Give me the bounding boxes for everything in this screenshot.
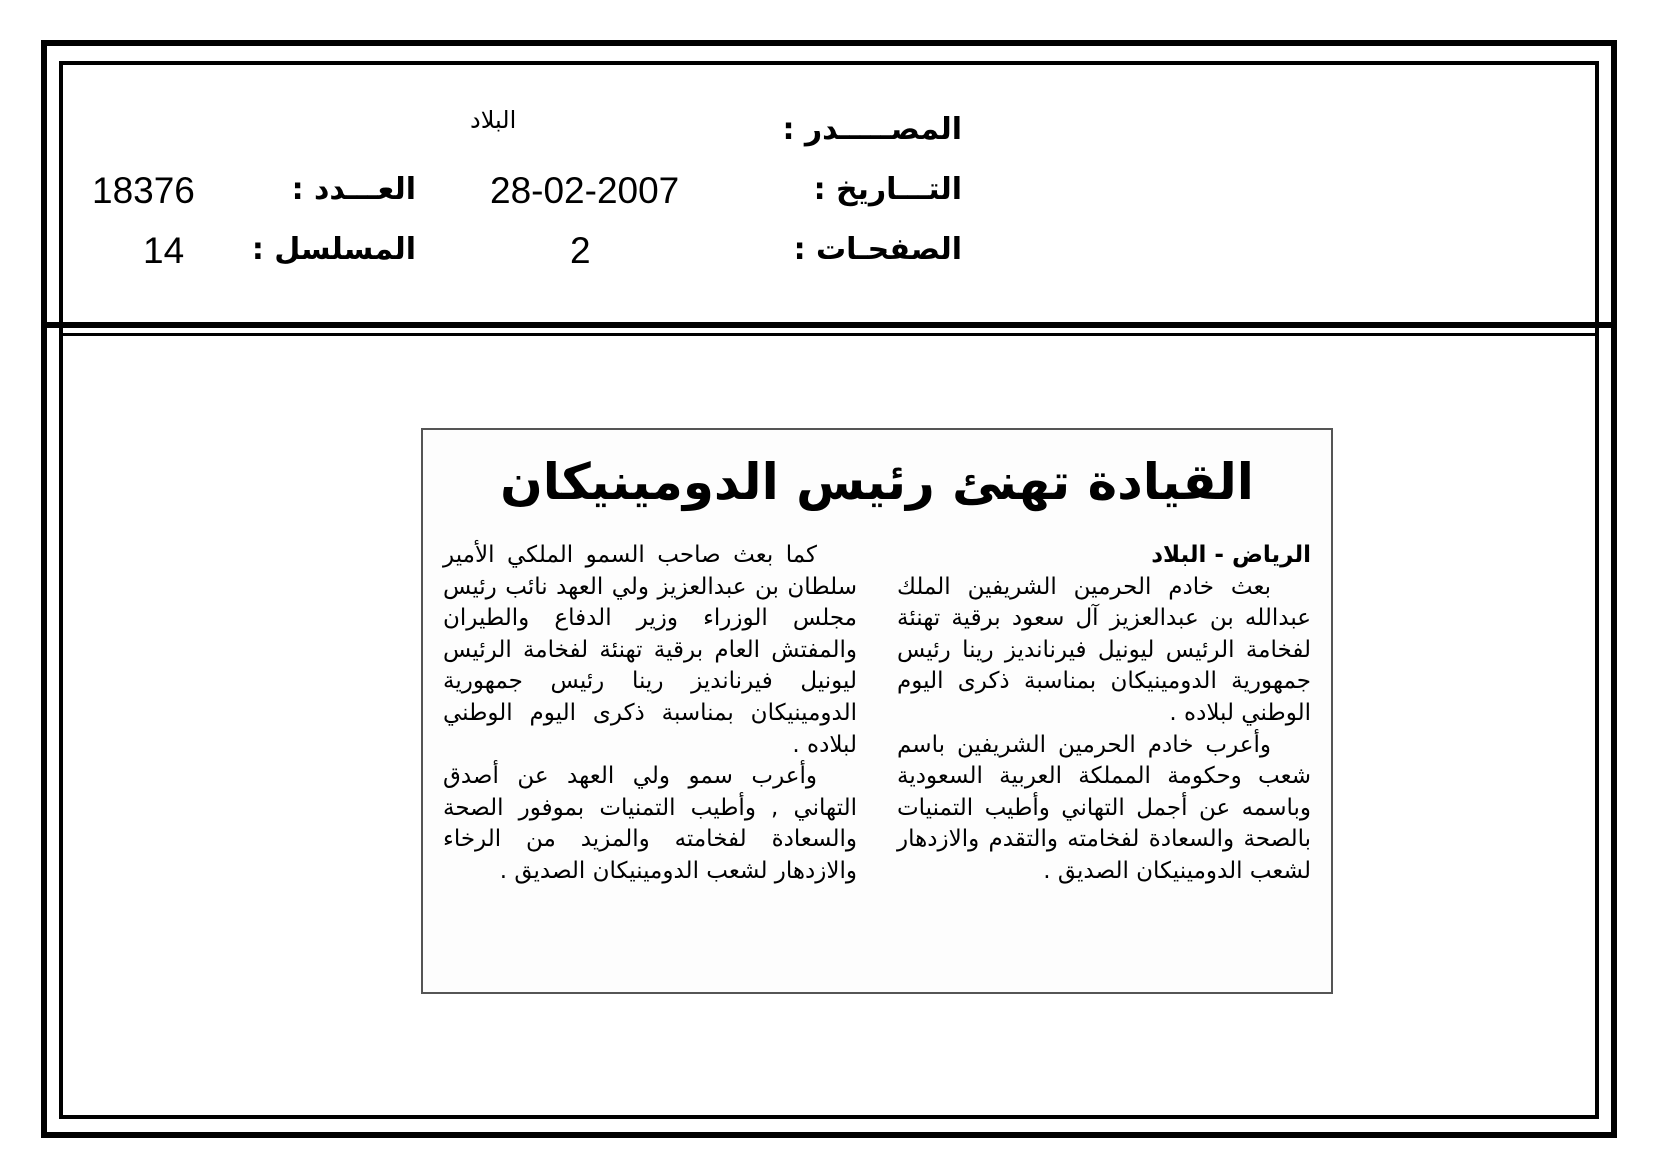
issue-label: العـــدد : xyxy=(291,172,416,207)
date-label: التـــاريخ : xyxy=(813,172,962,207)
article-paragraph: بعث خادم الحرمين الشريفين الملك عبدالله بن عبدالعزيز آل سعود برقية تهنئة لفخامة الرئيس ليونيل فيرنانديز رينا رئيس جمهورية الدومينيكان بمناسبة ذكرى اليوم الوطني لبلاده . xyxy=(897,573,1311,726)
newspaper-clipping xyxy=(421,428,1333,994)
article-paragraph: وأعرب خادم الحرمين الشريفين باسم شعب وحكومة المملكة العربية السعودية وباسمه عن أجمل التهاني وأطيب التمنيات بالصحة والسعادة لفخامته والتقدم والازدهار لشعب الدومينيكان الصديق . xyxy=(897,731,1311,884)
serial-label: المسلسل : xyxy=(251,232,416,267)
article-column-right xyxy=(897,540,1311,888)
article-dateline: الرياض - البلاد xyxy=(1151,542,1311,568)
source-value: البلاد xyxy=(470,106,517,134)
serial-value: 14 xyxy=(143,230,185,271)
pages-label: الصفحـات : xyxy=(793,232,962,267)
header-divider xyxy=(46,322,1612,328)
issue-value: 18376 xyxy=(92,170,195,211)
article-headline: القيادة تهنئ رئيس الدومينيكان xyxy=(500,453,1254,511)
article-column-left xyxy=(443,540,857,888)
pages-value: 2 xyxy=(570,230,591,271)
article-paragraph: كما بعث صاحب السمو الملكي الأمير سلطان بن عبدالعزيز ولي العهد نائب رئيس مجلس الوزراء وزير الدفاع والطيران والمفتش العام برقية تهنئة لفخامة الرئيس ليونيل فيرنانديز رينا رئيس جمهورية الدومينيكان بمناسبة ذكرى اليوم الوطني لبلاده . xyxy=(443,542,857,758)
date-value: 28-02-2007 xyxy=(490,170,680,211)
header-divider-inner xyxy=(59,333,1599,336)
source-label: المصـــــدر : xyxy=(782,112,962,147)
article-paragraph: وأعرب سمو ولي العهد عن أصدق التهاني , وأطيب التمنيات بموفور الصحة والسعادة لفخامته والمزيد من الرخاء والازدهار لشعب الدومينيكان الصديق . xyxy=(443,763,857,884)
